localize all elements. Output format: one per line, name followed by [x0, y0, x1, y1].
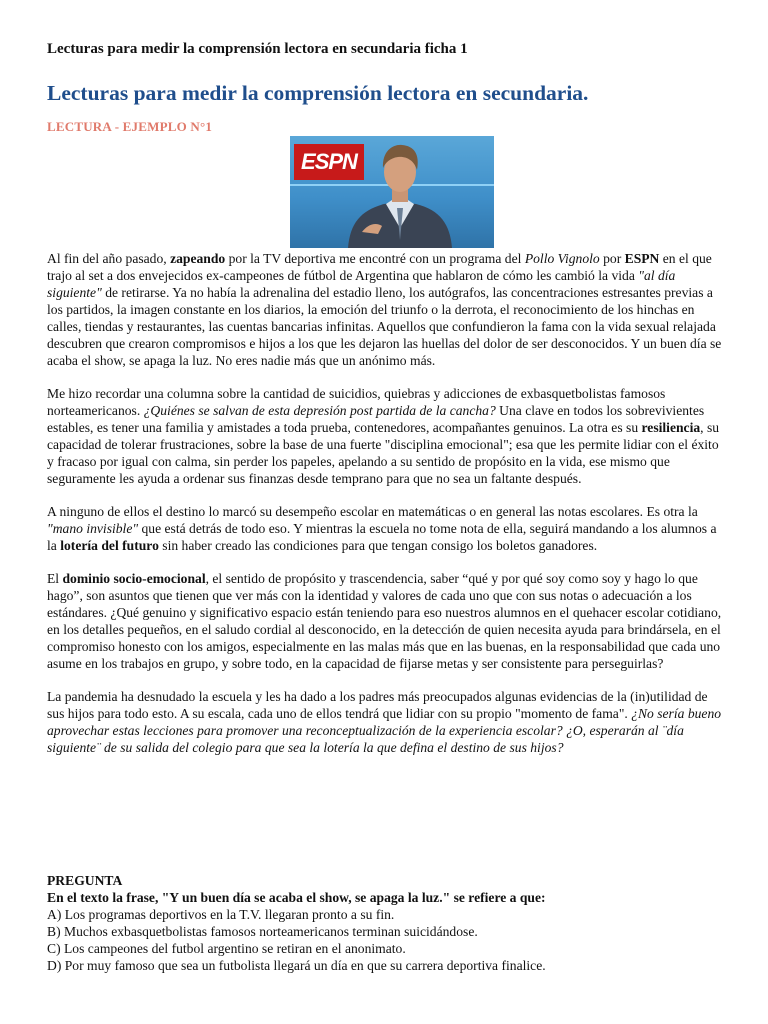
paragraph-text-segment: "al día siguiente"	[47, 268, 676, 300]
paragraph-text-segment: por la TV deportiva me encontré con un programa del	[225, 251, 525, 266]
document-top-title: Lecturas para medir la comprensión lectora en secundaria ficha 1	[47, 41, 468, 57]
paragraph-5	[47, 688, 727, 756]
reading-section-label: LECTURA - EJEMPLO N°1	[47, 119, 213, 134]
paragraph-text-segment: dominio socio-emocional	[62, 571, 206, 586]
espn-presenter-photo	[290, 136, 494, 248]
paragraph-1	[47, 250, 727, 369]
paragraph-2	[47, 385, 727, 487]
answer-option-a: A) Los programas deportivos en la T.V. llegaran pronto a su fin.	[47, 907, 395, 922]
paragraph-text-segment: , su capacidad de tolerar frustraciones, sobre la base de una fuerte "disciplina emocional"; esa que les permite lidiar con el éxito y fracaso por igual con calma, sin perder los papeles, apelando a su sentido de propósito en la vida, ese mismo que seguramente les ayuda a ordenar sus finanzas desde temprano para que no sea un faltante después.	[47, 420, 720, 486]
paragraph-text-segment: de retirarse. Ya no había la adrenalina del estadio lleno, los autógrafos, las concentraciones estresantes previas a los partidos, la imagen constante en los diarios, la emoción del triunfo o la derrota, el reconocimiento de los hinchas en calles, tiendas y restaurantes, las cuentas bancarias infinitas. Aquellos que confundieron la fama con la vida sexual relajada descubren que crearon compromisos e hijos a los que les dejaron las huellas del dolor de ser desconocidos. Y un buen día se acaba el show, se apaga la luz. No eres nadie más que un anónimo más.	[47, 285, 722, 368]
reading-body	[47, 250, 727, 772]
paragraph-text-segment: que está detrás de todo eso. Y mientras la escuela no tome nota de ella, seguirá mandando a los alumnos a la	[47, 521, 717, 553]
paragraph-text-segment: La pandemia ha desnudado la escuela y les ha dado a los padres más preocupados algunas evidencias de la (in)utilidad de sus hijos para todo esto. A su escala, cada uno de ellos tendrá que lidiar con su propio "momento de fama".	[47, 689, 708, 721]
paragraph-text-segment: sin haber creado las condiciones para que tengan consigo los boletos ganadores.	[158, 538, 598, 553]
answer-option-d: D) Por muy famoso que sea un futbolista llegará un día en que su carrera deportiva finalice.	[47, 958, 546, 973]
document-main-title: Lecturas para medir la comprensión lectora en secundaria.	[47, 81, 589, 105]
paragraph-text-segment: Al fin del año pasado,	[47, 251, 171, 266]
question-block	[47, 872, 727, 974]
question-prompt: En el texto la frase, "Y un buen día se acaba el show, se apaga la luz." se refiere a que:	[47, 890, 546, 905]
paragraph-text-segment: en el que trajo al set a dos envejecidos ex-campeones de fútbol de Argentina que hablaron de cómo les cambió la vida	[47, 251, 712, 283]
document-page	[47, 40, 727, 973]
paragraph-text-segment: ¿Quiénes se salvan de esta depresión post partida de la cancha?	[143, 403, 496, 418]
paragraph-text-segment: Una clave en todos los sobrevivientes estables, es tener una familia y amistades a toda prueba, contenedores, acompañantes genuinos. La otra es su	[47, 403, 705, 435]
espn-logo-text: ESPN	[301, 149, 357, 174]
paragraph-text-segment: Pollo Vignolo	[524, 251, 600, 266]
answer-option-c: C) Los campeones del futbol argentino se retiran en el anonimato.	[47, 941, 406, 956]
presenter-figure	[290, 136, 494, 248]
answer-option-b: B) Muchos exbasquetbolistas famosos norteamericanos terminan suicidándose.	[47, 924, 478, 939]
paragraph-text-segment: lotería del futuro	[60, 538, 159, 553]
paragraph-text-segment: zapeando	[170, 251, 226, 266]
paragraph-text-segment: ¿No sería bueno aprovechar estas lecciones para promover una reconceptualización de la experiencia escolar? ¿O, esperarán al ¨día siguiente¨ de su salida del colegio para que sea la lotería la que defina el destino de sus hijos?	[47, 706, 722, 755]
paragraph-text-segment: ESPN	[624, 251, 660, 266]
paragraph-text-segment: por	[599, 251, 625, 266]
paragraph-4	[47, 570, 727, 672]
paragraph-3	[47, 503, 727, 554]
question-heading: PREGUNTA	[47, 873, 123, 888]
paragraph-text-segment: "mano invisible"	[47, 521, 139, 536]
paragraph-text-segment: Me hizo recordar una columna sobre la cantidad de suicidios, quiebras y adicciones de exbasquetbolistas famosos norteamericanos.	[47, 386, 666, 418]
paragraph-text-segment: El	[47, 571, 63, 586]
paragraph-text-segment: A ninguno de ellos el destino lo marcó su desempeño escolar en matemáticas o en general las notas escolares. Es otra la	[47, 504, 698, 519]
paragraph-text-segment: , el sentido de propósito y trascendencia, saber “qué y por qué soy como soy y hago lo que hago”, son asuntos que tienen que ver más con la identidad y valores de cada uno que con sus notas o adecuación a los estándares. ¿Qué genuino y significativo espacio están teniendo para eso nuestros alumnos en el quehacer escolar cotidiano, en los detalles pequeños, en el saludo cordial al desconocido, en la detección de quien necesita ayuda para brindársela, en el compromiso honesto con los amigos, especialmente en las malas más que en las buenas, en la responsabilidad que cada uno asume en los trabajos en grupo, y sobre todo, en la capacidad de fijarse metas y ser consistente para perseguirlas?	[47, 571, 722, 671]
paragraph-text-segment: resiliencia	[641, 420, 701, 435]
